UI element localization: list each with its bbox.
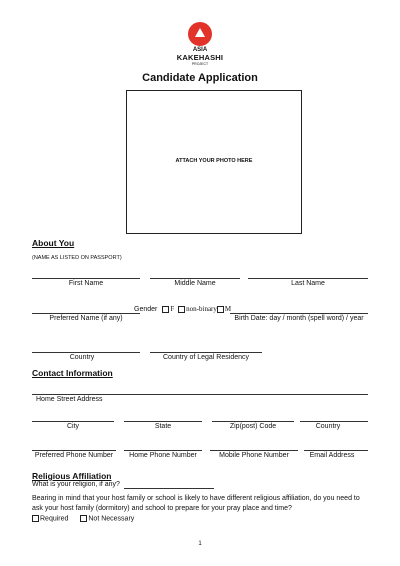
page-number: 1 (198, 541, 202, 547)
home-street-label: Home Street Address (36, 396, 103, 403)
mobile-phone-label: Mobile Phone Number (219, 452, 289, 459)
asia-kakehashi-logo (176, 22, 224, 72)
name-passport-note: (NAME AS LISTED ON PASSPORT) (32, 255, 122, 261)
preferred-phone-label: Preferred Phone Number (34, 452, 114, 459)
gender-m-label: M (224, 305, 232, 313)
country-residency-field[interactable] (150, 352, 262, 353)
middle-name-field[interactable] (150, 278, 240, 279)
zip-label: Zip(post) Code (229, 423, 277, 430)
photo-upload-box[interactable] (126, 90, 302, 234)
religion-options (32, 515, 134, 522)
preferred-name-label: Preferred Name (if any) (49, 315, 123, 322)
logo-text-project: PROJECT (191, 62, 209, 66)
religion-question: What is your religion, if any? (32, 481, 120, 488)
state-field[interactable] (124, 421, 202, 422)
first-name-label: First Name (68, 280, 104, 287)
logo-text-kakehashi: KAKEHASHI (176, 53, 224, 62)
birth-date-label: Birth Date: day / month (spell word) / year (234, 315, 364, 322)
email-field[interactable] (304, 450, 368, 451)
home-street-field[interactable] (32, 394, 368, 395)
contact-country-label: Country (315, 423, 341, 430)
last-name-label: Last Name (291, 280, 325, 287)
logo-text-asia: ASIA (192, 47, 208, 53)
not-necessary-label: Not Necessary (88, 515, 135, 523)
required-checkbox[interactable] (32, 515, 39, 522)
first-name-field[interactable] (32, 278, 140, 279)
gender-group (134, 305, 231, 313)
contact-heading: Contact Information (32, 368, 113, 378)
city-label: City (66, 423, 80, 430)
contact-country-field[interactable] (300, 421, 368, 422)
page-title: Candidate Application (142, 72, 258, 84)
religion-heading: Religious Affiliation (32, 471, 112, 481)
country-field[interactable] (32, 352, 140, 353)
last-name-field[interactable] (248, 278, 368, 279)
gender-f-checkbox[interactable] (162, 306, 169, 313)
birth-date-field[interactable] (230, 313, 368, 314)
gender-f-label: F (170, 305, 175, 313)
logo-emblem-icon (188, 22, 212, 46)
country-label: Country (69, 354, 95, 361)
home-phone-field[interactable] (124, 450, 202, 451)
middle-name-label: Middle Name (174, 280, 216, 287)
not-necessary-checkbox[interactable] (80, 515, 87, 522)
state-label: State (154, 423, 172, 430)
country-residency-label: Country of Legal Residency (163, 354, 249, 361)
gender-nonbinary-label: non-binary (186, 305, 217, 313)
gender-nonbinary-checkbox[interactable] (178, 306, 185, 313)
religion-paragraph: Bearing in mind that your host family or school is likely to have different religious affiliation, do you need to ask your host family (dormitory) and school to prepare for your pray place and time? (32, 495, 360, 512)
preferred-phone-field[interactable] (32, 450, 116, 451)
gender-m-checkbox[interactable] (217, 306, 224, 313)
mobile-phone-field[interactable] (210, 450, 298, 451)
city-field[interactable] (32, 421, 114, 422)
about-you-heading: About You (32, 238, 75, 248)
religion-field[interactable] (124, 488, 214, 489)
photo-label: ATTACH YOUR PHOTO HERE (175, 158, 253, 164)
home-phone-label: Home Phone Number (129, 452, 197, 459)
preferred-name-field[interactable] (32, 313, 140, 314)
required-label: Required (40, 515, 69, 523)
email-label: Email Address (309, 452, 355, 459)
zip-field[interactable] (212, 421, 294, 422)
gender-label: Gender (134, 306, 158, 313)
